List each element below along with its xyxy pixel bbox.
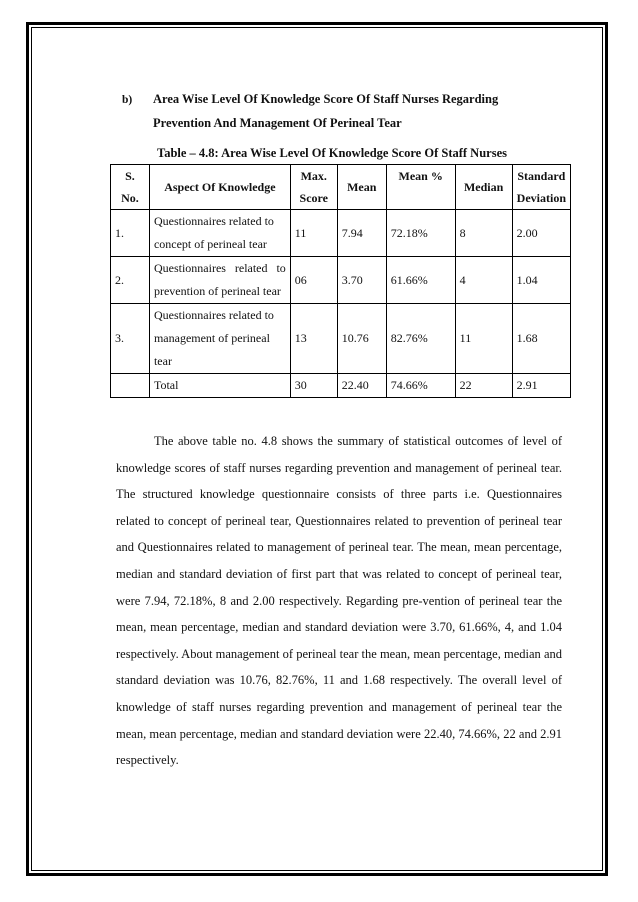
header-standard-deviation: Standard Deviation xyxy=(512,165,570,210)
header-max-score: Max. Score xyxy=(290,165,337,210)
table-row xyxy=(111,210,571,257)
cell-aspect: Questionnaires related to prevention of perineal tear xyxy=(149,257,290,304)
cell-sd: 2.00 xyxy=(512,210,570,257)
cell-mean-percent: 82.76% xyxy=(386,304,455,374)
table-row-total xyxy=(111,374,571,398)
cell-max: 30 xyxy=(290,374,337,398)
header-sno: S. No. xyxy=(111,165,150,210)
header-mean: Mean xyxy=(337,165,386,210)
cell-sno xyxy=(111,374,150,398)
section-heading-line-2: Prevention And Management Of Perineal Tear xyxy=(153,116,402,130)
cell-aspect: Total xyxy=(149,374,290,398)
header-mean-percent: Mean % xyxy=(386,165,455,210)
table-header-row xyxy=(111,165,571,210)
header-aspect: Aspect Of Knowledge xyxy=(149,165,290,210)
cell-aspect: Questionnaires related to concept of perineal tear xyxy=(149,210,290,257)
cell-median: 8 xyxy=(455,210,512,257)
cell-mean: 22.40 xyxy=(337,374,386,398)
header-median: Median xyxy=(455,165,512,210)
cell-mean: 7.94 xyxy=(337,210,386,257)
cell-median: 4 xyxy=(455,257,512,304)
cell-mean-percent: 74.66% xyxy=(386,374,455,398)
cell-aspect: Questionnaires related to management of perineal tear xyxy=(149,304,290,374)
cell-mean: 3.70 xyxy=(337,257,386,304)
summary-paragraph xyxy=(116,428,562,774)
table-caption: Table – 4.8: Area Wise Level Of Knowledge Score Of Staff Nurses xyxy=(157,146,507,160)
cell-mean-percent: 61.66% xyxy=(386,257,455,304)
cell-max: 13 xyxy=(290,304,337,374)
section-heading-line-1: Area Wise Level Of Knowledge Score Of Staff Nurses Regarding xyxy=(153,92,499,106)
cell-max: 06 xyxy=(290,257,337,304)
cell-sd: 1.68 xyxy=(512,304,570,374)
cell-mean-percent: 72.18% xyxy=(386,210,455,257)
knowledge-score-table xyxy=(110,164,571,398)
cell-median: 22 xyxy=(455,374,512,398)
table-row xyxy=(111,257,571,304)
cell-sno: 2. xyxy=(111,257,150,304)
section-heading xyxy=(122,88,498,135)
cell-max: 11 xyxy=(290,210,337,257)
cell-sno: 1. xyxy=(111,210,150,257)
table-row xyxy=(111,304,571,374)
summary-paragraph-text: The above table no. 4.8 shows the summary of statistical outcomes of level of knowledge scores of staff nurses regarding prevention and management of perineal tear. The structured knowledge questionnaire consists of three parts i.e. Questionnaires related to concept of perineal tear, Questionnaires related to prevention of perineal tear and Questionnaires related to management of perineal tear. The mean, mean percentage, median and standard deviation of first part that was related to concept of perineal tear, were 7.94, 72.18%, 8 and 2.00 respectively. Regarding pre-vention of perineal tear the mean, mean percentage, median and standard deviation were 3.70, 61.66%, 4, and 1.04 respectively. About management of perineal tear the mean, mean percentage, median and standard deviation was 10.76, 82.76%, 11 and 1.68 respectively. The overall level of knowledge of staff nurses regarding prevention and management of perineal tear the mean, mean percentage, median and standard deviation were 22.40, 74.66%, 22 and 2.91 respectively. xyxy=(116,434,562,768)
cell-mean: 10.76 xyxy=(337,304,386,374)
cell-sd: 2.91 xyxy=(512,374,570,398)
cell-median: 11 xyxy=(455,304,512,374)
section-marker: b) xyxy=(122,94,133,106)
cell-sd: 1.04 xyxy=(512,257,570,304)
cell-sno: 3. xyxy=(111,304,150,374)
